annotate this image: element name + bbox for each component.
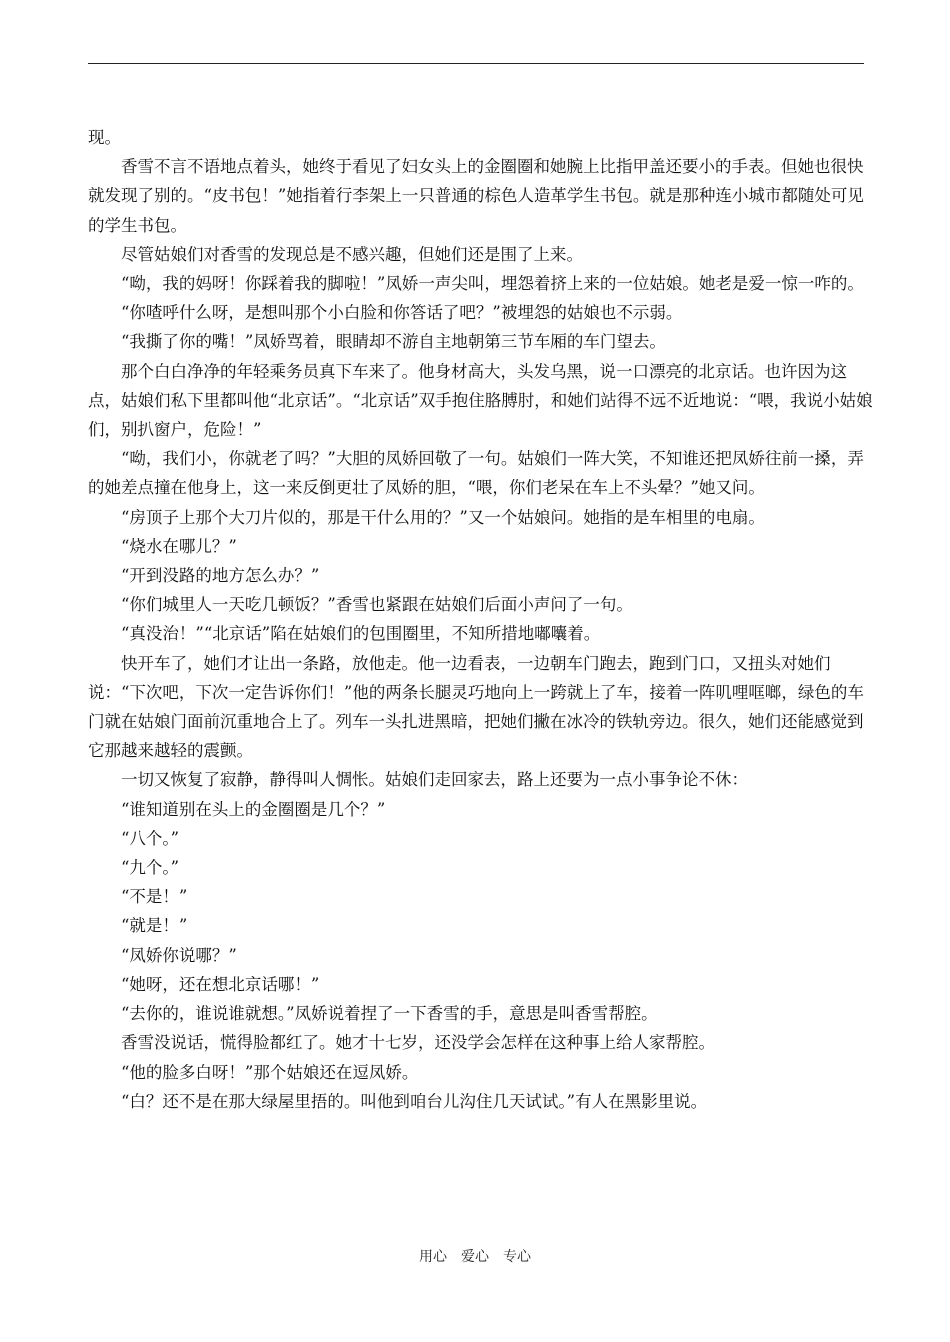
paragraph: “烧水在哪儿？”: [121, 536, 237, 556]
paragraph: “呦，我的妈呀！你踩着我的脚啦！”凤娇一声尖叫，埋怨着挤上来的一位姑娘。她老是爱一惊一咋的。: [121, 274, 864, 294]
paragraph: 那个白白净净的年轻乘务员真下车来了。他身材高大，头发乌黑，说一口漂亮的北京话。也许因为这点，姑娘们私下里都叫他“北京话”。“北京话”双手抱住胳膊肘，和她们站得不远不近地说：“喂，我说小姑娘们，别扒窗户，危险！”: [88, 361, 873, 440]
paragraph: “白？还不是在那大绿屋里捂的。叫他到咱台儿沟住几天试试。”有人在黑影里说。: [121, 1091, 708, 1111]
paragraph: “你喳呼什么呀，是想叫那个小白脸和你答话了吧？”被埋怨的姑娘也不示弱。: [121, 303, 683, 323]
paragraph: “你们城里人一天吃几顿饭？”香雪也紧跟在姑娘们后面小声问了一句。: [121, 595, 633, 615]
body-text: [88, 123, 878, 1116]
paragraph: 快开车了，她们才让出一条路，放他走。他一边看表，一边朝车门跑去，跑到门口，又扭头对她们说：“下次吧，下次一定告诉你们！”他的两条长腿灵巧地向上一跨就上了车，接着一阵叽哩哐啷，绿色的车门就在姑娘门面前沉重地合上了。列车一头扎进黑暗，把她们撇在冰冷的铁轨旁边。很久，她们还能感觉到它那越来越轻的震颤。: [88, 653, 864, 761]
paragraph: “凤娇你说哪？”: [121, 945, 237, 965]
paragraph: 一切又恢复了寂静，静得叫人惆怅。姑娘们走回家去，路上还要为一点小事争论不休：: [121, 770, 748, 790]
paragraph: “去你的，谁说谁就想。”凤娇说着捏了一下香雪的手，意思是叫香雪帮腔。: [121, 1004, 658, 1024]
paragraph: 尽管姑娘们对香雪的发现总是不感兴趣，但她们还是围了上来。: [121, 244, 583, 264]
paragraph: “他的脸多白呀！”那个姑娘还在逗凤娇。: [121, 1062, 419, 1082]
page-footer: 用心 爱心 专心: [419, 1249, 531, 1265]
paragraph: “不是！”: [121, 887, 188, 907]
paragraph: “呦，我们小，你就老了吗？”大胆的凤娇回敬了一句。姑娘们一阵大笑，不知谁还把凤娇往前一搡，弄的她差点撞在他身上，这一来反倒更壮了凤娇的胆，“喂，你们老呆在车上不头晕？”她又问。: [88, 449, 864, 498]
paragraph: “开到没路的地方怎么办？”: [121, 566, 320, 586]
header-rule: [88, 63, 864, 64]
paragraph: 现。: [88, 128, 121, 147]
paragraph: “八个。”: [121, 828, 180, 848]
paragraph: “九个。”: [121, 858, 180, 878]
paragraph: “她呀，还在想北京话哪！”: [121, 974, 320, 994]
paragraph: “真没治！”“北京话”陷在姑娘们的包围圈里，不知所措地嘟囔着。: [121, 624, 601, 644]
paragraph: 香雪不言不语地点着头，她终于看见了妇女头上的金圈圈和她腕上比指甲盖还要小的手表。但她也很快就发现了别的。“皮书包！”她指着行李架上一只普通的棕色人造革学生书包。就是那种连小城市都随处可见的学生书包。: [88, 157, 864, 235]
paragraph: 香雪没说话，慌得脸都红了。她才十七岁，还没学会怎样在这种事上给人家帮腔。: [121, 1033, 715, 1053]
paragraph: “我撕了你的嘴！”凤娇骂着，眼睛却不游自主地朝第三节车厢的车门望去。: [121, 332, 666, 352]
paragraph: “谁知道别在头上的金圈圈是几个？”: [121, 799, 386, 819]
paragraph: “就是！”: [121, 916, 188, 936]
paragraph: “房顶子上那个大刀片似的，那是干什么用的？”又一个姑娘问。她指的是车相里的电扇。: [121, 507, 765, 527]
